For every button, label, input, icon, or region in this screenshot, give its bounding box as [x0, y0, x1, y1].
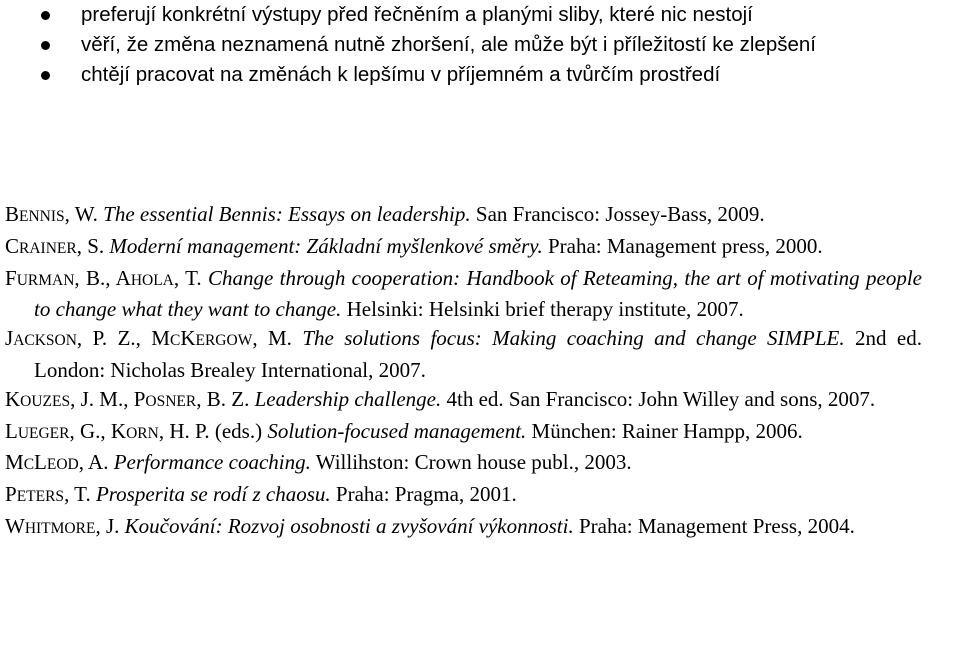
reference-entry — [0, 200, 922, 232]
reference-publication: 2nd ed. London: Nicholas Brealey International, 2007. — [34, 326, 922, 382]
author-surname: RAINER — [19, 239, 77, 257]
author-suffix: , W. — [64, 202, 104, 226]
reference-entry — [0, 324, 922, 385]
author-suffix: , M. — [252, 326, 303, 351]
author-suffix: , T. — [173, 265, 208, 290]
author-surname: URMAN — [16, 271, 75, 289]
bullet-item — [0, 0, 960, 30]
author-suffix: , A. — [78, 450, 114, 475]
reference-title: The solutions focus: Making coaching and change SIMPLE. — [302, 326, 845, 351]
reference-entry — [0, 385, 922, 417]
author-suffix: , S. — [76, 233, 110, 258]
reference-entry — [0, 512, 922, 544]
reference-title: Change through cooperation: Handbook of Reteaming, the art of motivating people to change what they want to change. — [34, 265, 922, 322]
author-surname: HITMORE — [24, 519, 96, 537]
reference-publication: San Francisco: Jossey-Bass, 2009. — [470, 202, 765, 226]
author-surname: HOLA — [130, 271, 174, 289]
bullet-item — [0, 30, 960, 60]
author-suffix: , P. Z., — [76, 326, 152, 351]
author-surname: OUZES — [20, 392, 71, 410]
reference-entry — [0, 264, 922, 325]
author-initial: W — [5, 513, 25, 538]
author-surname: ORN — [126, 424, 159, 442]
reference-title: Koučování: Rozvoj osobnosti a zvyšování výkonnosti. — [124, 513, 574, 538]
author-suffix: , B. Z. — [196, 386, 255, 411]
author-suffix: , G., — [69, 418, 111, 443]
bullet-item — [0, 60, 960, 90]
author-initial: K — [180, 326, 196, 351]
author-initial: M — [5, 450, 24, 475]
author-initial: J — [5, 326, 14, 351]
author-surname: UEGER — [17, 424, 70, 442]
reference-title: Leadership challenge. — [254, 386, 442, 411]
reference-title: Moderní management: Základní myšlenkové směry. — [109, 233, 543, 258]
reference-title: The essential Bennis: Essays on leadership. — [103, 202, 471, 226]
reference-title: Solution-focused management. — [267, 418, 527, 443]
author-initial: L — [34, 450, 47, 475]
author-surname: ENNIS — [19, 208, 65, 225]
author-surname: ACKSON — [13, 332, 77, 350]
bullet-list — [0, 0, 960, 90]
reference-publication: 4th ed. San Francisco: John Willey and sons, 2007. — [441, 386, 876, 411]
bullet-text: chtějí pracovat na změnách k lepšímu v příjemném a tvůrčím prostředí — [81, 63, 721, 86]
author-surname: ETERS — [16, 488, 65, 506]
author-initial: M — [151, 326, 170, 351]
reference-publication: München: Rainer Hampp, 2006. — [526, 418, 803, 443]
author-suffix: , J. M., — [70, 386, 134, 411]
author-initial: B — [5, 202, 20, 226]
reference-publication: Praha: Pragma, 2001. — [330, 482, 517, 507]
reference-entry — [0, 232, 922, 264]
bullet-dot-icon — [41, 41, 50, 50]
author-suffix: , J. — [95, 513, 125, 538]
reference-publication: Helsinki: Helsinki brief therapy institute, 2007. — [341, 297, 744, 322]
author-initial: C — [5, 233, 20, 258]
reference-publication: Praha: Management press, 2000. — [542, 233, 823, 258]
author-initial: P — [133, 386, 146, 411]
bullet-text: věří, že změna neznamená nutně zhoršení, ale může být i příležitostí ke zlepšení — [81, 33, 816, 56]
author-surname: C — [169, 332, 181, 350]
reference-entry — [0, 480, 922, 512]
author-initial: K — [110, 418, 127, 443]
reference-entry — [0, 417, 922, 449]
author-suffix: , H. P. (eds.) — [158, 418, 268, 443]
author-initial: K — [5, 386, 21, 411]
reference-list — [0, 200, 960, 544]
bullet-dot-icon — [41, 71, 50, 80]
author-surname: OSNER — [145, 392, 197, 410]
author-surname: EOD — [46, 456, 79, 474]
reference-title: Performance coaching. — [113, 450, 311, 475]
author-suffix: , B., — [74, 265, 116, 290]
bullet-dot-icon — [41, 11, 50, 20]
author-surname: C — [23, 456, 35, 474]
author-initial: P — [5, 482, 17, 507]
reference-publication: Willihston: Crown house publ., 2003. — [310, 450, 632, 475]
reference-publication: Praha: Management Press, 2004. — [573, 513, 855, 538]
reference-entry — [0, 448, 922, 480]
author-surname: ERGOW — [195, 332, 253, 350]
author-initial: L — [5, 418, 18, 443]
reference-title: Prosperita se rodí z chaosu. — [95, 482, 331, 507]
bullet-text: preferují konkrétní výstupy před řečněním a planými sliby, které nic nestojí — [81, 3, 753, 26]
author-suffix: , T. — [64, 482, 96, 507]
author-initial: F — [5, 265, 17, 290]
author-initial: A — [115, 265, 131, 290]
